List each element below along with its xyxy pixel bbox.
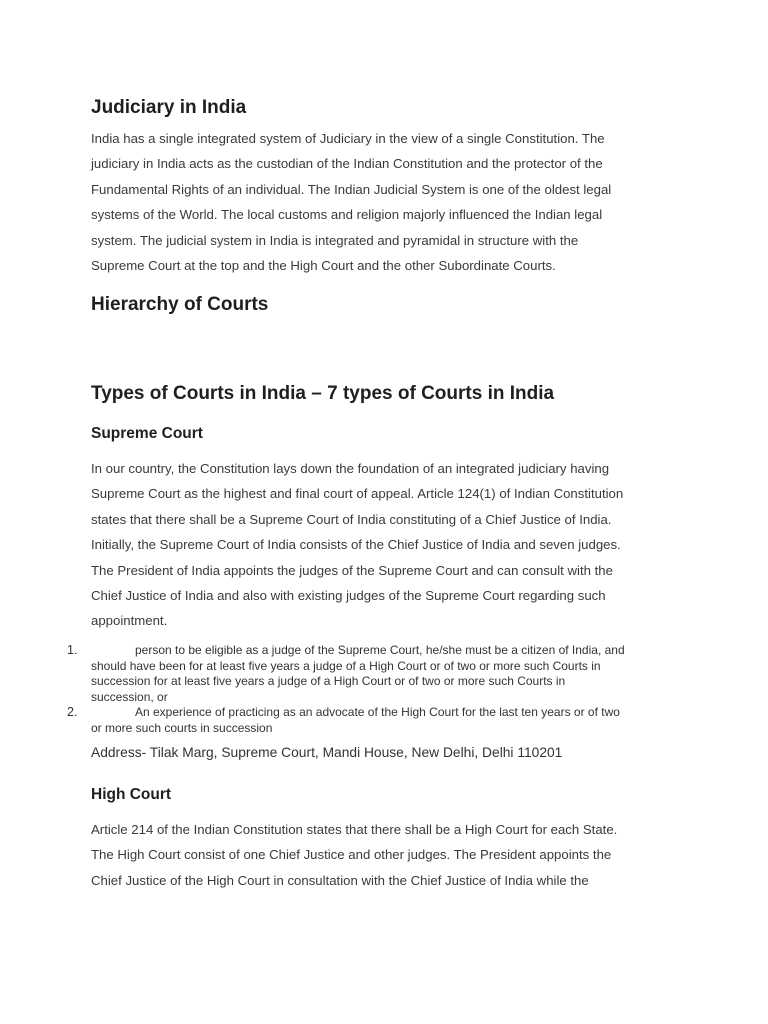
heading-supreme-court: Supreme Court: [91, 425, 203, 442]
heading-types-of-courts: Types of Courts in India – 7 types of Courts in India: [91, 383, 555, 404]
text-line: India has a single integrated system of Judiciary in the view of a single Constitution. The: [91, 131, 605, 146]
text-line: Initially, the Supreme Court of India consists of the Chief Justice of India and seven judges.: [91, 537, 621, 553]
heading-hierarchy-of-courts: Hierarchy of Courts: [91, 294, 269, 315]
text-line: appointment.: [91, 613, 168, 629]
paragraph-judiciary-intro: [91, 126, 651, 278]
text-line: system. The judicial system in India is integrated and pyramidal in structure with the: [91, 232, 579, 248]
text-line: Supreme Court as the highest and final court of appeal. Article 124(1) of Indian Constitution: [91, 486, 624, 502]
text-line: Article 214 of the Indian Constitution states that there shall be a High Court for each State.: [91, 822, 618, 837]
list-item-text: An experience of practicing as an advocate of the High Court for the last ten years or of two: [135, 705, 620, 720]
text-line: In our country, the Constitution lays down the foundation of an integrated judiciary having: [91, 461, 610, 476]
text-line: systems of the World. The local customs and religion majorly influenced the Indian legal: [91, 207, 603, 223]
text-line: The High Court consist of one Chief Justice and other judges. The President appoints the: [91, 847, 612, 863]
text-line: Chief Justice of India and also with existing judges of the Supreme Court regarding such: [91, 588, 606, 604]
text-line: Supreme Court at the top and the High Court and the other Subordinate Courts.: [91, 258, 556, 274]
list-item-text: succession for at least five years a judge of a High Court or of two or more such Courts in: [91, 674, 566, 689]
heading-high-court: High Court: [91, 786, 172, 803]
list-number: 2.: [67, 705, 78, 720]
list-item-text: succession, or: [91, 689, 168, 704]
list-item: [67, 705, 667, 736]
list-item-text: person to be eligible as a judge of the Supreme Court, he/she must be a citizen of India, and: [135, 643, 625, 657]
text-line: Chief Justice of the High Court in consultation with the Chief Justice of India while the: [91, 872, 589, 888]
text-line: judiciary in India acts as the custodian of the Indian Constitution and the protector of the: [91, 156, 603, 172]
eligibility-list: [67, 643, 667, 737]
text-line: Fundamental Rights of an individual. The Indian Judicial System is one of the oldest legal: [91, 181, 612, 197]
list-item-text: or more such courts in succession: [91, 720, 273, 735]
paragraph-supreme-court: [91, 456, 651, 634]
list-item-text: should have been for at least five years a judge of a High Court or of two or more such Courts in: [91, 658, 601, 673]
supreme-court-address: Address- Tilak Marg, Supreme Court, Mandi House, New Delhi, Delhi 110201: [91, 745, 563, 760]
heading-judiciary-in-india: Judiciary in India: [91, 97, 247, 118]
list-number: 1.: [67, 643, 78, 657]
text-line: The President of India appoints the judges of the Supreme Court and can consult with the: [91, 562, 613, 578]
text-line: states that there shall be a Supreme Court of India constituting of a Chief Justice of India.: [91, 511, 612, 527]
list-item: [67, 643, 667, 705]
paragraph-high-court: [91, 817, 651, 893]
